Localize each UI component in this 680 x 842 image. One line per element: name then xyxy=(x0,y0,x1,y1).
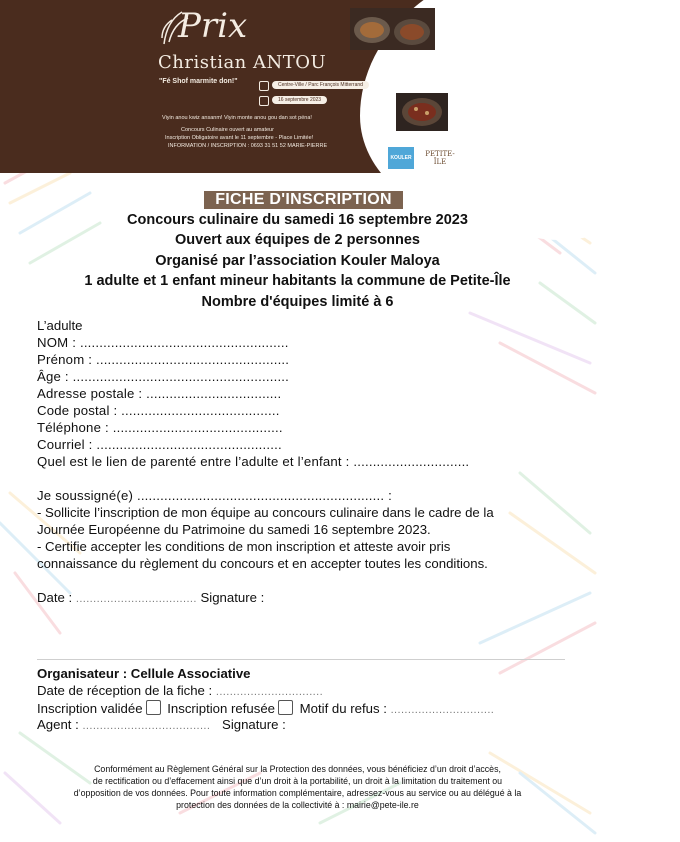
motif-label: Motif du refus : xyxy=(299,701,387,716)
banner-line-1: Concours Culinaire ouvert au amateur xyxy=(181,127,274,133)
reception-label: Date de réception de la fiche : xyxy=(37,683,213,698)
heading-line-1: Concours culinaire du samedi 16 septembre 2023 xyxy=(127,212,468,228)
gdpr-line-2: de rectification ou d’effacement ainsi que d’un droit à la portabilité, un droit à la limitation du traitement ou xyxy=(92,776,503,786)
status-row xyxy=(37,700,494,716)
validated-label: Inscription validée xyxy=(37,701,143,716)
reception-row xyxy=(37,683,323,698)
banner-tagline: Viyin anou kwiz ansanm! Viyin monte anou gou dan sot péna! xyxy=(162,115,312,121)
kouler-maloya-logo: KOULER MALOYA xyxy=(388,147,414,169)
reception-date-field[interactable]: ............................... xyxy=(215,686,324,698)
petite-ile-logo: PETITE-ÎLE xyxy=(425,150,455,166)
motif-field[interactable]: .............................. xyxy=(390,704,495,716)
postal-code-field[interactable]: Code postal : ......................................... xyxy=(37,403,280,418)
phone-field[interactable]: Téléphone : ............................................ xyxy=(37,420,283,435)
date-pill: 16 septembre 2023 xyxy=(272,96,327,104)
form-badge: FICHE D'INSCRIPTION xyxy=(204,191,403,209)
date-signature-row xyxy=(37,590,264,605)
adult-label: L’adulte xyxy=(37,318,83,333)
validated-checkbox[interactable] xyxy=(146,700,161,715)
organizer-title: Organisateur : Cellule Associative xyxy=(37,666,251,681)
refused-label: Inscription refusée xyxy=(167,701,275,716)
date-label: Date : xyxy=(37,590,73,605)
undersigned-field[interactable]: Je soussigné(e) ................................................................ : xyxy=(37,488,392,503)
relation-field[interactable]: Quel est le lien de parenté entre l’adulte et l’enfant : .............................. xyxy=(37,454,470,469)
heading-line-3: Organisé par l’association Kouler Maloya xyxy=(155,253,440,269)
certify-line-2: connaissance du règlement du concours et en accepter toutes les conditions. xyxy=(37,556,488,571)
gdpr-line-4: protection des données de la collectivité à : mairie@pete-ile.re xyxy=(176,800,419,810)
location-pill: Centre-Ville / Parc François Mitterrand xyxy=(272,81,369,89)
heading-line-4: 1 adulte et 1 enfant mineur habitants la commune de Petite-Île xyxy=(84,273,511,289)
prix-script: Prix xyxy=(178,6,248,46)
heading-line-5: Nombre d'équipes limité à 6 xyxy=(201,294,394,310)
agent-signature-label: Signature : xyxy=(222,717,286,732)
banner-slogan: "Fé Shof marmite don!" xyxy=(159,78,238,85)
section-divider xyxy=(37,659,565,660)
banner-line-3: INFORMATION / INSCRIPTION : 0693 31 51 52 MARIE-PIERRE xyxy=(168,143,328,149)
agent-label: Agent : xyxy=(37,717,79,732)
prenom-field[interactable]: Prénom : .................................................. xyxy=(37,352,290,367)
email-field[interactable]: Courriel : ................................................ xyxy=(37,437,282,452)
solicit-line-2: Journée Européenne du Patrimoine du samedi 16 septembre 2023. xyxy=(37,522,431,537)
gdpr-line-1: Conformément au Règlement Général sur la Protection des données, vous bénéficiez d’un droit d’accès, xyxy=(94,764,501,774)
heading-line-2: Ouvert aux équipes de 2 personnes xyxy=(175,232,420,248)
address-field[interactable]: Adresse postale : ................................... xyxy=(37,386,282,401)
refused-checkbox[interactable] xyxy=(278,700,293,715)
signature-label: Signature : xyxy=(200,590,265,605)
date-field[interactable]: ................................... xyxy=(75,593,197,605)
solicit-line-1: - Sollicite l’inscription de mon équipe au concours culinaire dans le cadre de la xyxy=(37,505,494,520)
age-field[interactable]: Âge : ........................................................ xyxy=(37,369,290,384)
gdpr-line-3: d’opposition de vos données. Pour toute information complémentaire, adressez-vous au service ou au délégué à la xyxy=(73,788,522,798)
nom-field[interactable]: NOM : ...................................................... xyxy=(37,335,289,350)
agent-row xyxy=(37,717,286,732)
banner-line-2: Inscription Obligatoire avant le 11 septembre - Place Limitée! xyxy=(165,135,314,141)
agent-field[interactable]: ..................................... xyxy=(82,720,211,732)
banner-title: Christian ANTOU xyxy=(158,52,327,73)
certify-line-1: - Certifie accepter les conditions de mon inscription et atteste avoir pris xyxy=(37,539,451,554)
